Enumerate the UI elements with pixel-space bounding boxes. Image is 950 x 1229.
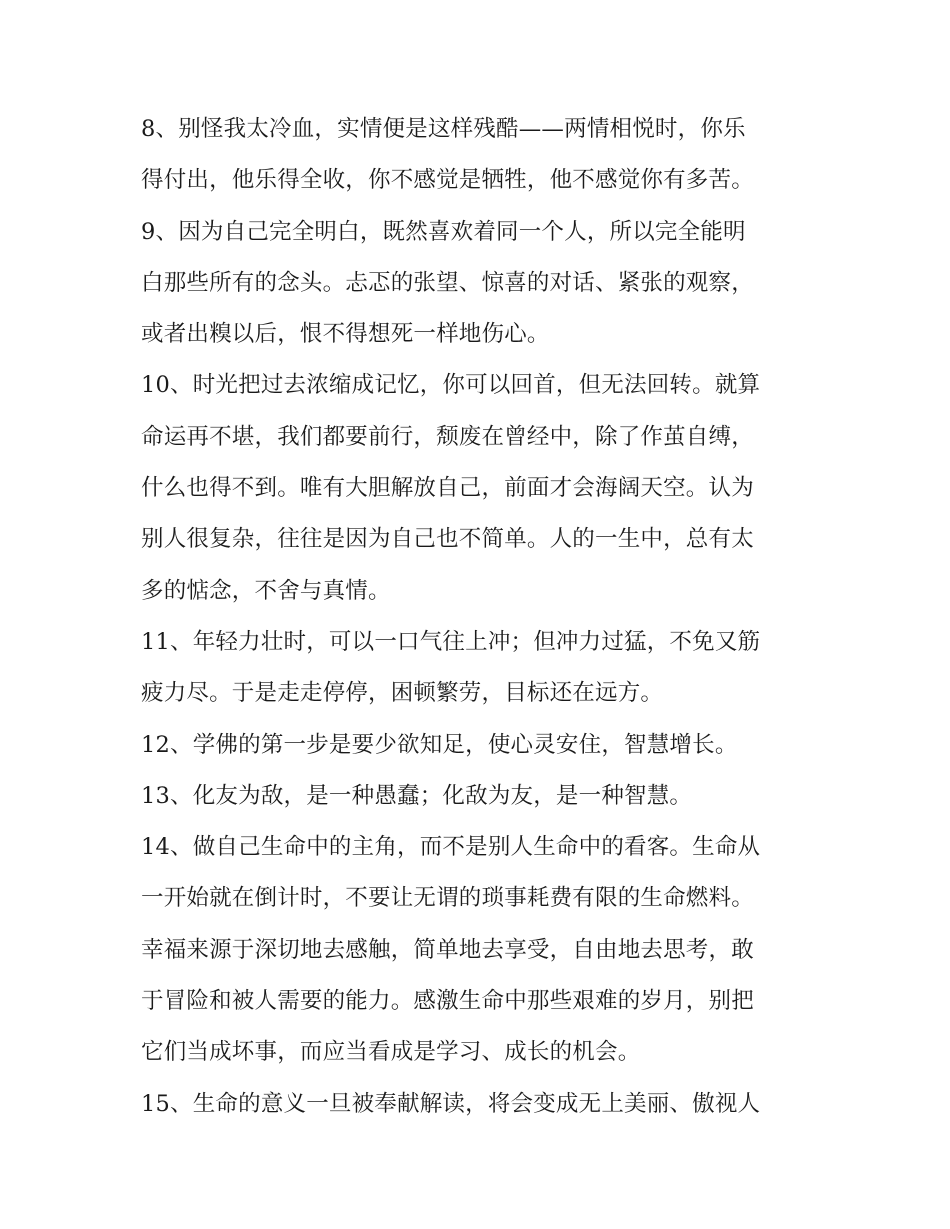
text-line: 13、化友为敌，是一种愚蠢；化敌为友，是一种智慧。 xyxy=(141,782,693,809)
text-line: 疲力尽。于是走走停停，困顿繁劳，目标还在远方。 xyxy=(141,680,664,707)
text-line: 一开始就在倒计时，不要让无谓的琐事耗费有限的生命燃料。 xyxy=(141,885,754,912)
text-line: 15、生命的意义一旦被奉献解读，将会变成无上美丽、傲视人 xyxy=(141,1090,761,1117)
text-line: 14、做自己生命中的主角，而不是别人生命中的看客。生命从 xyxy=(141,834,761,861)
text-line: 别人很复杂，往往是因为自己也不简单。人的一生中，总有太 xyxy=(141,526,754,553)
text-line: 12、学佛的第一步是要少欲知足，使心灵安住，智慧增长。 xyxy=(141,731,738,758)
text-line: 9、因为自己完全明白，既然喜欢着同一个人，所以完全能明 xyxy=(141,218,746,245)
text-line: 或者出糗以后，恨不得想死一样地伤心。 xyxy=(141,321,550,348)
document-body xyxy=(141,104,813,1130)
text-line: 于冒险和被人需要的能力。感激生命中那些艰难的岁月，别把 xyxy=(141,988,754,1015)
text-line: 多的惦念，不舍与真情。 xyxy=(141,577,391,604)
text-line: 8、别怪我太冷血，实情便是这样残酷——两情相悦时，你乐 xyxy=(141,116,746,142)
text-line: 什么也得不到。唯有大胆解放自己，前面才会海阔天空。认为 xyxy=(141,475,754,502)
text-line: 它们当成坏事，而应当看成是学习、成长的机会。 xyxy=(141,1039,641,1066)
text-line: 得付出，他乐得全收，你不感觉是牺牲，他不感觉你有多苦。 xyxy=(141,167,754,194)
text-line: 白那些所有的念头。忐忑的张望、惊喜的对话、紧张的观察， xyxy=(141,269,754,296)
text-line: 幸福来源于深切地去感触，简单地去享受，自由地去思考，敢 xyxy=(141,936,754,963)
text-line: 命运再不堪，我们都要前行，颓废在曾经中，除了作茧自缚， xyxy=(141,423,754,450)
text-line: 11、年轻力壮时，可以一口气往上冲；但冲力过猛，不免又筋 xyxy=(141,628,761,655)
text-line: 10、时光把过去浓缩成记忆，你可以回首，但无法回转。就算 xyxy=(141,372,761,399)
